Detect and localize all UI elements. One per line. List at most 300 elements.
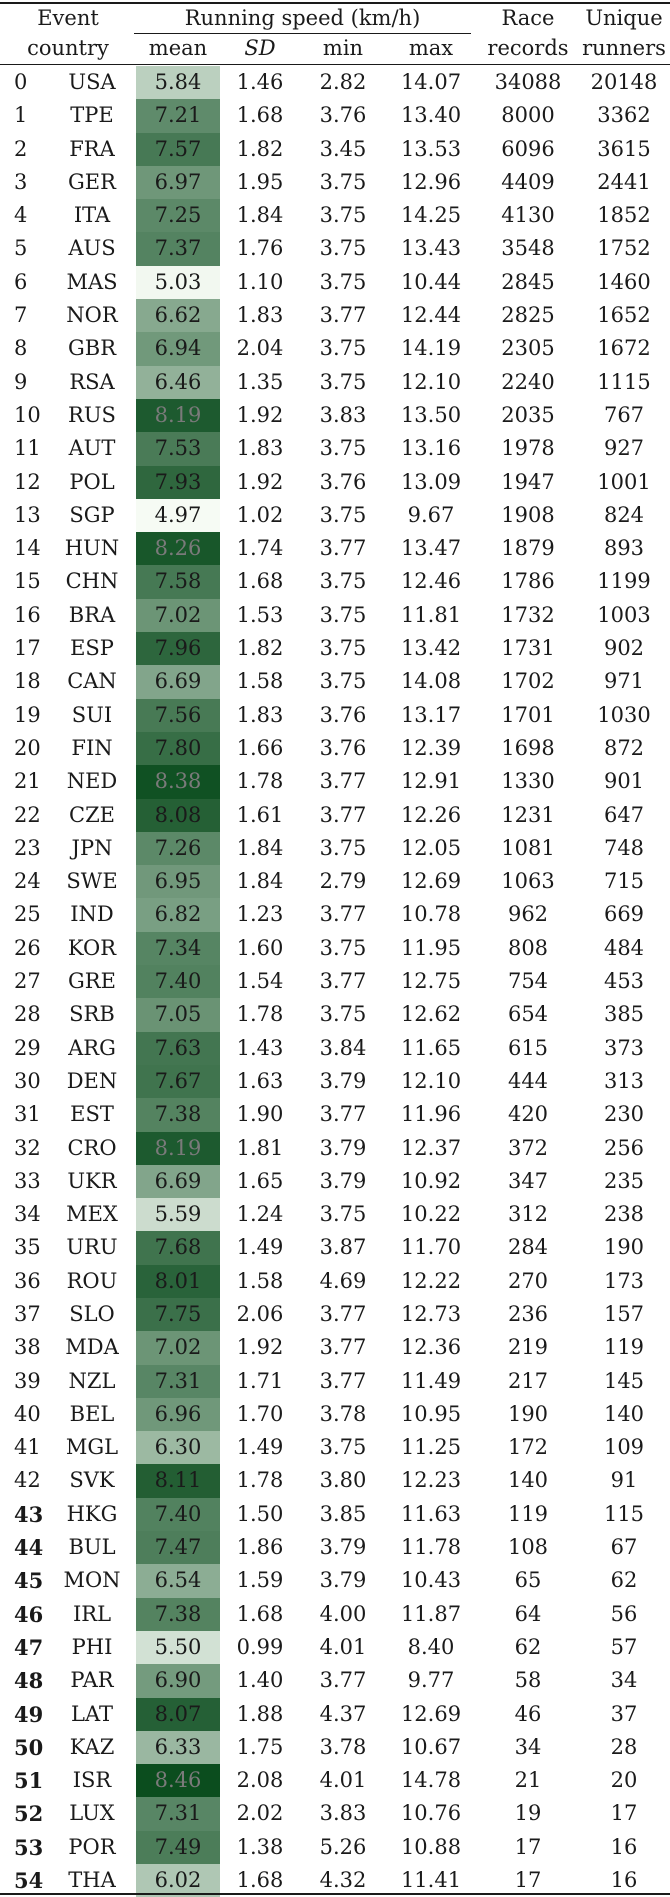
sd-cell: 1.10 bbox=[236, 269, 284, 294]
sd-cell: 1.90 bbox=[236, 1102, 284, 1127]
country-code: KOR bbox=[67, 935, 117, 960]
header-max: max bbox=[408, 36, 454, 60]
max-speed-cell: 12.91 bbox=[400, 769, 462, 794]
race-records-cell: 1732 bbox=[501, 602, 555, 627]
sd-cell: 1.83 bbox=[236, 436, 284, 461]
country-code: AUT bbox=[68, 436, 116, 461]
min-speed-cell: 3.77 bbox=[319, 1668, 367, 1693]
row-index: 52 bbox=[14, 1801, 44, 1827]
max-speed-cell: 14.19 bbox=[400, 336, 462, 361]
sd-cell: 2.04 bbox=[236, 336, 284, 361]
mean-speed-cell: 7.38 bbox=[136, 1598, 220, 1631]
country-code: CAN bbox=[67, 669, 117, 694]
row-index: 24 bbox=[14, 869, 41, 894]
race-records-cell: 1947 bbox=[501, 469, 555, 494]
row-index: 35 bbox=[14, 1235, 41, 1260]
country-code: CZE bbox=[69, 802, 115, 827]
race-records-cell: 17 bbox=[514, 1834, 542, 1859]
row-index: 19 bbox=[14, 702, 41, 727]
table-row bbox=[0, 732, 670, 765]
header-running-speed: Running speed (km/h) bbox=[184, 6, 421, 30]
unique-runners-cell: 235 bbox=[603, 1168, 645, 1193]
mean-speed-cell: 4.97 bbox=[136, 499, 220, 532]
table-row bbox=[0, 1698, 670, 1731]
sd-cell: 1.61 bbox=[236, 802, 284, 827]
max-speed-cell: 12.10 bbox=[400, 369, 462, 394]
country-code: KAZ bbox=[69, 1734, 115, 1759]
min-speed-cell: 3.77 bbox=[319, 902, 367, 927]
header-rule bbox=[0, 64, 670, 65]
row-index: 18 bbox=[14, 669, 41, 694]
sd-cell: 1.92 bbox=[236, 402, 284, 427]
sd-cell: 1.53 bbox=[236, 602, 284, 627]
min-speed-cell: 3.84 bbox=[319, 1035, 367, 1060]
table-row bbox=[0, 499, 670, 532]
sd-cell: 1.74 bbox=[236, 536, 284, 561]
row-index: 46 bbox=[14, 1601, 44, 1627]
sd-cell: 2.02 bbox=[236, 1801, 284, 1826]
min-speed-cell: 3.77 bbox=[319, 802, 367, 827]
race-records-cell: 58 bbox=[514, 1668, 542, 1693]
unique-runners-cell: 1199 bbox=[597, 569, 651, 594]
row-index: 21 bbox=[14, 769, 41, 794]
unique-runners-cell: 140 bbox=[603, 1401, 645, 1426]
country-code: BRA bbox=[68, 602, 116, 627]
table-row bbox=[0, 799, 670, 832]
country-code: CRO bbox=[67, 1135, 117, 1160]
min-speed-cell: 3.85 bbox=[319, 1501, 367, 1526]
country-code: HUN bbox=[64, 536, 120, 561]
header-min: min bbox=[322, 36, 364, 60]
min-speed-cell: 4.01 bbox=[319, 1634, 367, 1659]
country-code: SVK bbox=[69, 1468, 115, 1493]
race-records-cell: 236 bbox=[507, 1301, 549, 1326]
mean-speed-cell: 8.01 bbox=[136, 1265, 220, 1298]
max-speed-cell: 11.25 bbox=[400, 1435, 462, 1460]
min-speed-cell: 4.00 bbox=[319, 1601, 367, 1626]
unique-runners-cell: 872 bbox=[603, 735, 645, 760]
min-speed-cell: 4.32 bbox=[319, 1868, 367, 1893]
country-code: RSA bbox=[69, 369, 115, 394]
min-speed-cell: 3.75 bbox=[319, 369, 367, 394]
sd-cell: 1.95 bbox=[236, 169, 284, 194]
unique-runners-cell: 1460 bbox=[597, 269, 651, 294]
row-index: 25 bbox=[14, 902, 41, 927]
sd-cell: 1.86 bbox=[236, 1535, 284, 1560]
sd-cell: 1.58 bbox=[236, 1268, 284, 1293]
max-speed-cell: 12.69 bbox=[400, 869, 462, 894]
mean-speed-cell: 5.50 bbox=[136, 1631, 220, 1664]
country-code: MAS bbox=[66, 269, 118, 294]
row-index: 12 bbox=[14, 469, 41, 494]
max-speed-cell: 11.95 bbox=[400, 935, 462, 960]
sd-cell: 1.68 bbox=[236, 1601, 284, 1626]
min-speed-cell: 3.77 bbox=[319, 1301, 367, 1326]
table-row bbox=[0, 166, 670, 199]
unique-runners-cell: 119 bbox=[603, 1335, 645, 1360]
row-index: 48 bbox=[14, 1668, 44, 1694]
race-records-cell: 3548 bbox=[501, 236, 555, 261]
max-speed-cell: 11.41 bbox=[400, 1868, 462, 1893]
mean-speed-cell: 7.75 bbox=[136, 1298, 220, 1331]
unique-runners-cell: 109 bbox=[603, 1435, 645, 1460]
unique-runners-cell: 67 bbox=[610, 1535, 638, 1560]
sd-cell: 1.84 bbox=[236, 203, 284, 228]
country-code: IRL bbox=[72, 1601, 112, 1626]
max-speed-cell: 14.78 bbox=[400, 1768, 462, 1793]
country-code: GRE bbox=[68, 969, 116, 994]
max-speed-cell: 10.44 bbox=[400, 269, 462, 294]
max-speed-cell: 12.22 bbox=[400, 1268, 462, 1293]
max-speed-cell: 13.16 bbox=[400, 436, 462, 461]
min-speed-cell: 3.77 bbox=[319, 969, 367, 994]
sd-cell: 2.06 bbox=[236, 1301, 284, 1326]
unique-runners-cell: 484 bbox=[603, 935, 645, 960]
mean-speed-cell: 7.58 bbox=[136, 565, 220, 598]
mean-speed-cell: 7.40 bbox=[136, 1498, 220, 1531]
mean-speed-cell: 6.95 bbox=[136, 865, 220, 898]
sd-cell: 1.68 bbox=[236, 103, 284, 128]
row-index: 40 bbox=[14, 1401, 41, 1426]
sd-cell: 1.66 bbox=[236, 735, 284, 760]
unique-runners-cell: 901 bbox=[603, 769, 645, 794]
country-code: ARG bbox=[68, 1035, 116, 1060]
min-speed-cell: 5.26 bbox=[319, 1834, 367, 1859]
row-index: 6 bbox=[14, 269, 28, 294]
min-speed-cell: 3.75 bbox=[319, 602, 367, 627]
country-code: SLO bbox=[69, 1301, 115, 1326]
min-speed-cell: 4.69 bbox=[319, 1268, 367, 1293]
mean-speed-cell: 6.46 bbox=[136, 366, 220, 399]
race-records-cell: 2825 bbox=[501, 303, 555, 328]
mean-speed-cell: 7.68 bbox=[136, 1231, 220, 1264]
country-code: SGP bbox=[69, 502, 115, 527]
country-code: NZL bbox=[68, 1368, 116, 1393]
sd-cell: 1.84 bbox=[236, 869, 284, 894]
mean-speed-cell: 7.31 bbox=[136, 1365, 220, 1398]
row-index: 17 bbox=[14, 636, 41, 661]
race-records-cell: 2240 bbox=[501, 369, 555, 394]
race-records-cell: 754 bbox=[507, 969, 549, 994]
race-records-cell: 1879 bbox=[501, 536, 555, 561]
race-records-cell: 21 bbox=[514, 1768, 542, 1793]
bottom-rule bbox=[0, 1893, 670, 1895]
row-index: 30 bbox=[14, 1068, 41, 1093]
mean-speed-cell: 5.84 bbox=[136, 66, 220, 99]
country-code: FIN bbox=[71, 735, 113, 760]
max-speed-cell: 12.23 bbox=[400, 1468, 462, 1493]
table-row bbox=[0, 1564, 670, 1597]
row-index: 50 bbox=[14, 1734, 44, 1760]
unique-runners-cell: 28 bbox=[610, 1734, 638, 1759]
max-speed-cell: 12.73 bbox=[400, 1301, 462, 1326]
min-speed-cell: 3.76 bbox=[319, 469, 367, 494]
mean-speed-cell: 6.82 bbox=[136, 898, 220, 931]
country-code: FRA bbox=[69, 136, 115, 161]
mean-speed-cell: 7.56 bbox=[136, 699, 220, 732]
min-speed-cell: 3.76 bbox=[319, 735, 367, 760]
max-speed-cell: 13.40 bbox=[400, 103, 462, 128]
mean-speed-cell: 8.46 bbox=[136, 1764, 220, 1797]
row-index: 53 bbox=[14, 1834, 44, 1860]
sd-cell: 1.78 bbox=[236, 1002, 284, 1027]
row-index: 0 bbox=[14, 70, 28, 94]
unique-runners-cell: 238 bbox=[603, 1202, 645, 1227]
table-row bbox=[0, 232, 670, 265]
table-row bbox=[0, 366, 670, 399]
mean-speed-cell: 7.53 bbox=[136, 432, 220, 465]
sd-cell: 1.46 bbox=[236, 70, 284, 94]
race-records-cell: 808 bbox=[507, 935, 549, 960]
table-row bbox=[0, 1165, 670, 1198]
sd-cell: 1.50 bbox=[236, 1501, 284, 1526]
unique-runners-cell: 62 bbox=[610, 1568, 638, 1593]
row-index: 31 bbox=[14, 1102, 41, 1127]
country-code: PHI bbox=[71, 1634, 113, 1659]
mean-speed-cell: 7.47 bbox=[136, 1531, 220, 1564]
mean-speed-cell: 6.96 bbox=[136, 1398, 220, 1431]
race-records-cell: 46 bbox=[514, 1701, 542, 1726]
row-index: 10 bbox=[14, 402, 41, 427]
min-speed-cell: 3.80 bbox=[319, 1468, 367, 1493]
table-row bbox=[0, 99, 670, 132]
max-speed-cell: 10.88 bbox=[400, 1834, 462, 1859]
max-speed-cell: 12.10 bbox=[400, 1068, 462, 1093]
country-code: LAT bbox=[71, 1701, 113, 1726]
country-code: DEN bbox=[66, 1068, 118, 1093]
unique-runners-cell: 1852 bbox=[597, 203, 651, 228]
mean-speed-cell: 8.11 bbox=[136, 1464, 220, 1497]
race-records-cell: 4409 bbox=[501, 169, 555, 194]
min-speed-cell: 3.75 bbox=[319, 1202, 367, 1227]
race-records-cell: 34088 bbox=[494, 70, 562, 94]
mean-speed-cell: 6.33 bbox=[136, 1731, 220, 1764]
race-records-cell: 1231 bbox=[501, 802, 555, 827]
sd-cell: 1.82 bbox=[236, 136, 284, 161]
country-code: PAR bbox=[70, 1668, 114, 1693]
race-records-cell: 1081 bbox=[501, 835, 555, 860]
mean-speed-cell: 6.30 bbox=[136, 1431, 220, 1464]
mean-speed-cell: 7.57 bbox=[136, 133, 220, 166]
min-speed-cell: 3.77 bbox=[319, 1102, 367, 1127]
unique-runners-cell: 57 bbox=[610, 1634, 638, 1659]
max-speed-cell: 11.65 bbox=[400, 1035, 462, 1060]
country-code: BEL bbox=[69, 1401, 115, 1426]
min-speed-cell: 3.75 bbox=[319, 1435, 367, 1460]
max-speed-cell: 10.78 bbox=[400, 902, 462, 927]
min-speed-cell: 4.01 bbox=[319, 1768, 367, 1793]
table-row bbox=[0, 1065, 670, 1098]
unique-runners-cell: 902 bbox=[603, 636, 645, 661]
mean-speed-cell: 7.02 bbox=[136, 599, 220, 632]
mean-speed-cell: 6.69 bbox=[136, 665, 220, 698]
country-code: AUS bbox=[68, 236, 116, 261]
race-records-cell: 64 bbox=[514, 1601, 542, 1626]
row-index: 11 bbox=[14, 436, 41, 461]
max-speed-cell: 9.67 bbox=[407, 502, 455, 527]
row-index: 38 bbox=[14, 1335, 41, 1360]
min-speed-cell: 3.75 bbox=[319, 835, 367, 860]
race-records-cell: 2035 bbox=[501, 402, 555, 427]
sd-cell: 1.40 bbox=[236, 1668, 284, 1693]
max-speed-cell: 12.46 bbox=[400, 569, 462, 594]
max-speed-cell: 11.96 bbox=[400, 1102, 462, 1127]
unique-runners-cell: 20 bbox=[610, 1768, 638, 1793]
row-index: 22 bbox=[14, 802, 41, 827]
max-speed-cell: 14.25 bbox=[400, 203, 462, 228]
mean-speed-cell: 8.19 bbox=[136, 399, 220, 432]
sd-cell: 1.92 bbox=[236, 1335, 284, 1360]
max-speed-cell: 13.17 bbox=[400, 702, 462, 727]
unique-runners-cell: 971 bbox=[603, 669, 645, 694]
row-index: 28 bbox=[14, 1002, 41, 1027]
header-sd: SD bbox=[244, 36, 276, 60]
row-index: 2 bbox=[14, 136, 28, 161]
table-row bbox=[0, 1331, 670, 1364]
race-records-cell: 6096 bbox=[501, 136, 555, 161]
mean-speed-cell: 8.07 bbox=[136, 1698, 220, 1731]
table-row bbox=[0, 1132, 670, 1165]
race-records-cell: 444 bbox=[507, 1068, 549, 1093]
table-row bbox=[0, 632, 670, 665]
race-records-cell: 1063 bbox=[501, 869, 555, 894]
sd-cell: 1.54 bbox=[236, 969, 284, 994]
row-index: 39 bbox=[14, 1368, 41, 1393]
row-index: 15 bbox=[14, 569, 41, 594]
max-speed-cell: 12.75 bbox=[400, 969, 462, 994]
race-records-cell: 2845 bbox=[501, 269, 555, 294]
table-row bbox=[0, 1797, 670, 1830]
sd-cell: 1.65 bbox=[236, 1168, 284, 1193]
mean-speed-cell: 8.26 bbox=[136, 532, 220, 565]
unique-runners-cell: 647 bbox=[603, 802, 645, 827]
table-row bbox=[0, 932, 670, 965]
row-index: 49 bbox=[14, 1701, 44, 1727]
min-speed-cell: 3.75 bbox=[319, 502, 367, 527]
table-row bbox=[0, 432, 670, 465]
sd-cell: 1.24 bbox=[236, 1202, 284, 1227]
table-row bbox=[0, 565, 670, 598]
min-speed-cell: 3.83 bbox=[319, 1801, 367, 1826]
min-speed-cell: 3.77 bbox=[319, 769, 367, 794]
table-row bbox=[0, 1298, 670, 1331]
max-speed-cell: 14.07 bbox=[400, 70, 462, 94]
mean-speed-cell: 7.37 bbox=[136, 232, 220, 265]
race-records-cell: 1978 bbox=[501, 436, 555, 461]
row-index: 43 bbox=[14, 1501, 44, 1527]
min-speed-cell: 3.75 bbox=[319, 1002, 367, 1027]
country-code: MDA bbox=[65, 1335, 119, 1360]
min-speed-cell: 3.87 bbox=[319, 1235, 367, 1260]
table-row bbox=[0, 332, 670, 365]
sd-cell: 1.81 bbox=[236, 1135, 284, 1160]
country-code: TPE bbox=[70, 103, 114, 128]
min-speed-cell: 3.78 bbox=[319, 1401, 367, 1426]
unique-runners-cell: 190 bbox=[603, 1235, 645, 1260]
mean-speed-cell: 7.40 bbox=[136, 965, 220, 998]
sd-cell: 1.49 bbox=[236, 1235, 284, 1260]
header-country: country bbox=[27, 36, 109, 60]
row-index: 13 bbox=[14, 502, 41, 527]
mean-speed-cell: 7.02 bbox=[136, 1331, 220, 1364]
min-speed-cell: 3.77 bbox=[319, 1368, 367, 1393]
mean-speed-cell: 6.54 bbox=[136, 1564, 220, 1597]
race-records-cell: 1330 bbox=[501, 769, 555, 794]
sd-cell: 1.68 bbox=[236, 569, 284, 594]
max-speed-cell: 10.22 bbox=[400, 1202, 462, 1227]
header-race: Race bbox=[501, 6, 555, 30]
sd-cell: 1.43 bbox=[236, 1035, 284, 1060]
row-index: 27 bbox=[14, 969, 41, 994]
max-speed-cell: 12.37 bbox=[400, 1135, 462, 1160]
min-speed-cell: 3.77 bbox=[319, 1335, 367, 1360]
table-row bbox=[0, 699, 670, 732]
unique-runners-cell: 385 bbox=[603, 1002, 645, 1027]
min-speed-cell: 3.45 bbox=[319, 136, 367, 161]
table-row bbox=[0, 1498, 670, 1531]
sd-cell: 0.99 bbox=[236, 1634, 284, 1659]
table-row bbox=[0, 599, 670, 632]
race-records-cell: 1731 bbox=[501, 636, 555, 661]
table-row bbox=[0, 1531, 670, 1564]
country-code: CHN bbox=[65, 569, 119, 594]
max-speed-cell: 11.70 bbox=[400, 1235, 462, 1260]
unique-runners-cell: 373 bbox=[603, 1035, 645, 1060]
mean-speed-cell: 7.80 bbox=[136, 732, 220, 765]
max-speed-cell: 12.26 bbox=[400, 802, 462, 827]
header-mean: mean bbox=[148, 36, 208, 60]
max-speed-cell: 11.81 bbox=[400, 602, 462, 627]
mean-speed-cell: 5.03 bbox=[136, 266, 220, 299]
sd-cell: 1.68 bbox=[236, 1868, 284, 1893]
table-row bbox=[0, 1032, 670, 1065]
min-speed-cell: 3.78 bbox=[319, 1734, 367, 1759]
unique-runners-cell: 2441 bbox=[597, 169, 651, 194]
min-speed-cell: 3.79 bbox=[319, 1168, 367, 1193]
country-code: IND bbox=[70, 902, 114, 927]
max-speed-cell: 11.49 bbox=[400, 1368, 462, 1393]
row-index: 9 bbox=[14, 369, 28, 394]
race-records-cell: 654 bbox=[507, 1002, 549, 1027]
max-speed-cell: 13.43 bbox=[400, 236, 462, 261]
row-index: 1 bbox=[14, 103, 28, 128]
sd-cell: 1.60 bbox=[236, 935, 284, 960]
max-speed-cell: 10.67 bbox=[400, 1734, 462, 1759]
max-speed-cell: 12.39 bbox=[400, 735, 462, 760]
country-code: LUX bbox=[69, 1801, 115, 1826]
row-index: 47 bbox=[14, 1634, 44, 1660]
race-records-cell: 347 bbox=[507, 1168, 549, 1193]
mean-speed-cell: 7.63 bbox=[136, 1032, 220, 1065]
header-runners: runners bbox=[582, 36, 666, 60]
min-speed-cell: 3.79 bbox=[319, 1568, 367, 1593]
sd-cell: 1.58 bbox=[236, 669, 284, 694]
table-row bbox=[0, 998, 670, 1031]
row-index: 51 bbox=[14, 1768, 44, 1794]
country-code: MGL bbox=[65, 1435, 119, 1460]
sd-cell: 1.35 bbox=[236, 369, 284, 394]
table-row bbox=[0, 1365, 670, 1398]
table-row bbox=[0, 133, 670, 166]
table-row bbox=[0, 1098, 670, 1131]
unique-runners-cell: 115 bbox=[603, 1501, 645, 1526]
header-event: Event bbox=[37, 6, 99, 30]
country-code: EST bbox=[70, 1102, 114, 1127]
unique-runners-cell: 17 bbox=[610, 1801, 638, 1826]
race-records-cell: 219 bbox=[507, 1335, 549, 1360]
race-records-cell: 312 bbox=[507, 1202, 549, 1227]
table-row bbox=[0, 1598, 670, 1631]
